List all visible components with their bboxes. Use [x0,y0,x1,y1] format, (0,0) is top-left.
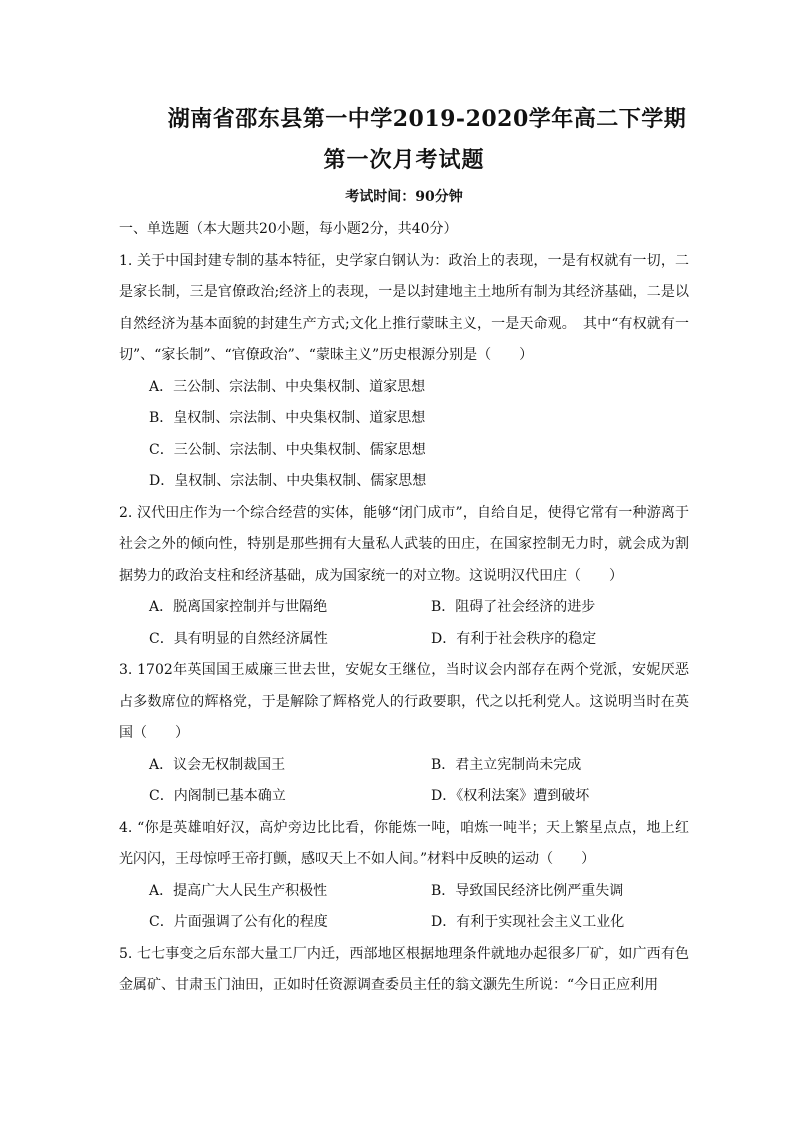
option-a: A．三公制、宗法制、中央集权制、道家思想 [149,378,426,395]
exam-title: 湖南省邵东县第一中学2019-2020学年高二下学期 [167,106,687,132]
question-stem: 5. 七七事变之后东部大量工厂内迁，西部地区根据地理条件就地办起很多厂矿，如广西有色金属矿、甘肃玉门油田，正如时任资源调查委员主任的翁文灏先生所说：“今日正应利用 [119,945,689,993]
option-c: C．具有明显的自然经济属性 [149,630,328,647]
option-a: A．脱离国家控制并与世隔绝 [149,599,328,615]
option-d: D．《权利法案》遭到破坏 [431,788,590,804]
question-stem: 3. 1702年英国国王威廉三世去世，安妮女王继位，当时议会内部存在两个党派，安妮厌恶占多数席位的辉格党，于是解除了辉格党人的行政要职，代之以托利党人。这说明当时在英国（ ） [119,662,689,741]
option-c: C．三公制、宗法制、中央集权制、儒家思想 [149,441,426,458]
option-b: B．阻碍了社会经济的进步 [431,599,596,615]
question-1 [119,246,689,498]
exam-time: 考试时间：90分钟 [345,189,463,205]
option-c: C．片面强调了公有化的程度 [149,914,328,930]
question-5 [119,939,689,1002]
option-c: C．内阁制已基本确立 [149,788,286,804]
question-stem: 2. 汉代田庄作为一个综合经营的实体，能够“闭门成市”，自给自足，使得它常有一种游离于社会之外的倾向性，特别是那些拥有大量私人武装的田庄，在国家控制无力时，就会成为割据势力的政治支柱和经济基础，成为国家统一的对立物。这说明汉代田庄（ ） [119,504,689,584]
option-row [119,592,689,624]
question-3 [119,655,689,813]
option-d: D．有利于社会秩序的稳定 [431,630,597,647]
question-4 [119,813,689,939]
option-row [119,781,689,813]
section-heading: 一、单选题（本大题共20小题，每小题2分，共40分） [119,221,458,237]
option-row [119,750,689,782]
option-b: B．君主立宪制尚未完成 [431,756,582,773]
option-a: A．议会无权制裁国王 [149,756,286,773]
option-b: B．导致国民经济比例严重失调 [431,882,624,899]
option-d: D．皇权制、宗法制、中央集权制、儒家思想 [149,473,427,489]
exam-subtitle: 第一次月考试题 [323,147,485,173]
question-2 [119,498,689,656]
option-a: A．提高广大人民生产积极性 [149,882,328,899]
question-stem: 1. 关于中国封建专制的基本特征，史学家白钢认为：政治上的表现，一是有权就有一切，二是家长制，三是官僚政治;经济上的表现，一是以封建地主土地所有制为其经济基础，二是以自然经济为基本面貌的封建生产方式;文化上推行蒙昧主义，一是天命观。 其中“有权就有一切”、“家长制”、“官僚政治”、“蒙昧主义”历史根源分别是（ ） [119,252,689,363]
exam-body [119,214,689,1002]
question-stem: 4. “你是英雄咱好汉，高炉旁边比比看，你能炼一吨，咱炼一吨半；天上繁星点点，地上红光闪闪，王母惊呼王帝打颤，感叹天上不如人间。”材料中反映的运动（ ） [119,819,689,867]
option-row [119,624,689,656]
option-b: B．皇权制、宗法制、中央集权制、道家思想 [149,410,426,426]
option-row [119,876,689,908]
option-d: D．有利于实现社会主义工业化 [431,914,625,930]
option-row [119,907,689,939]
